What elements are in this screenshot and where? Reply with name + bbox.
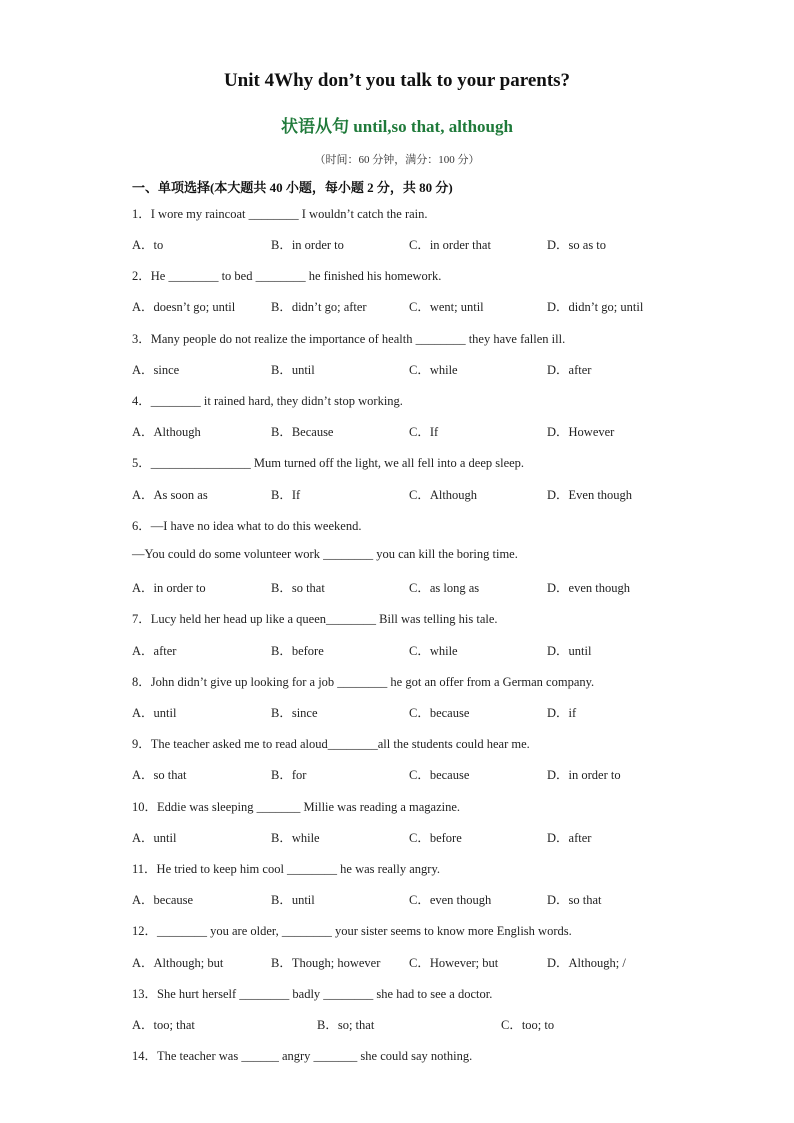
- option-d: D．Although; /: [547, 956, 626, 970]
- option-a: A．until: [132, 831, 177, 845]
- option-d: D．so that: [547, 893, 602, 907]
- option-c: C．while: [409, 644, 458, 658]
- question-stem: 5．________________ Mum turned off the light, we all fell into a deep sleep.: [132, 456, 525, 470]
- option-a: A．until: [132, 706, 177, 720]
- option-d: D．so as to: [547, 238, 607, 252]
- option-c: C．while: [409, 363, 458, 377]
- section-heading: 一、单项选择(本大题共 40 小题，每小题 2 分，共 80 分): [132, 180, 453, 195]
- option-b: B．If: [271, 488, 301, 502]
- question-stem: 2．He ________ to bed ________ he finished his homework.: [132, 269, 442, 283]
- option-d: D．even though: [547, 581, 630, 595]
- question-stem: 1．I wore my raincoat ________ I wouldn’t catch the rain.: [132, 207, 428, 221]
- option-d: D．if: [547, 706, 577, 720]
- option-d: D．Even though: [547, 488, 633, 502]
- option-c: C．before: [409, 831, 462, 845]
- option-d: D．until: [547, 644, 592, 658]
- question-stem: 13．She hurt herself ________ badly ________ she had to see a doctor.: [132, 987, 493, 1001]
- option-a: A．to: [132, 238, 164, 252]
- option-a: A．Although: [132, 425, 201, 439]
- option-c: C．in order that: [409, 238, 491, 252]
- question-stem-continued: —You could do some volunteer work ________ you can kill the boring time.: [132, 547, 518, 561]
- option-b: B．until: [271, 893, 315, 907]
- option-b: B．didn’t go; after: [271, 300, 367, 314]
- question-stem: 7．Lucy held her head up like a queen________ Bill was telling his tale.: [132, 612, 498, 626]
- option-a: A．after: [132, 644, 177, 658]
- option-b: B．until: [271, 363, 315, 377]
- question-stem: 6．—I have no idea what to do this weekend.: [132, 519, 362, 533]
- option-c: C．as long as: [409, 581, 480, 595]
- option-d: D．after: [547, 363, 592, 377]
- option-c: C．If: [409, 425, 439, 439]
- question-stem: 14．The teacher was ______ angry _______ she could say nothing.: [132, 1049, 473, 1063]
- option-c: C．Although: [409, 488, 478, 502]
- option-a: A．since: [132, 363, 180, 377]
- question-stem: 10．Eddie was sleeping _______ Millie was reading a magazine.: [132, 800, 461, 814]
- question-stem: 3．Many people do not realize the importance of health ________ they have fallen ill.: [132, 332, 566, 346]
- question-stem: 11．He tried to keep him cool ________ he was really angry.: [132, 862, 441, 876]
- option-a: A．in order to: [132, 581, 206, 595]
- option-c: C．even though: [409, 893, 492, 907]
- option-b: B．so that: [271, 581, 325, 595]
- option-a: A．too; that: [132, 1018, 195, 1032]
- option-b: B．for: [271, 768, 307, 782]
- option-b: B．Because: [271, 425, 334, 439]
- option-a: A．so that: [132, 768, 187, 782]
- option-a: A．As soon as: [132, 488, 208, 502]
- page-subtitle: 状语从句 until,so that, although: [281, 117, 513, 136]
- option-b: B．before: [271, 644, 324, 658]
- question-stem: 9．The teacher asked me to read aloud________all the students could hear me.: [132, 737, 530, 751]
- option-a: A．because: [132, 893, 194, 907]
- option-c: C．because: [409, 768, 470, 782]
- option-c: C．went; until: [409, 300, 484, 314]
- question-stem: 12．________ you are older, ________ your sister seems to know more English words.: [132, 924, 572, 938]
- option-d: D．However: [547, 425, 615, 439]
- question-stem: 8．John didn’t give up looking for a job ________ he got an offer from a German company.: [132, 675, 595, 689]
- question-stem: 4．________ it rained hard, they didn’t stop working.: [132, 394, 403, 408]
- option-c: C．because: [409, 706, 470, 720]
- option-b: B．so; that: [317, 1018, 375, 1032]
- option-b: B．since: [271, 706, 318, 720]
- option-b: B．Though; however: [271, 956, 381, 970]
- option-d: D．didn’t go; until: [547, 300, 644, 314]
- page-title: Unit 4Why don’t you talk to your parents?: [223, 70, 571, 91]
- option-a: A．Although; but: [132, 956, 224, 970]
- option-b: B．while: [271, 831, 320, 845]
- option-d: D．in order to: [547, 768, 621, 782]
- option-b: B．in order to: [271, 238, 344, 252]
- option-d: D．after: [547, 831, 592, 845]
- option-c: C．However; but: [409, 956, 499, 970]
- option-c: C．too; to: [501, 1018, 555, 1032]
- option-a: A．doesn’t go; until: [132, 300, 236, 314]
- exam-meta: （时间：60 分钟，满分：100 分）: [314, 154, 480, 166]
